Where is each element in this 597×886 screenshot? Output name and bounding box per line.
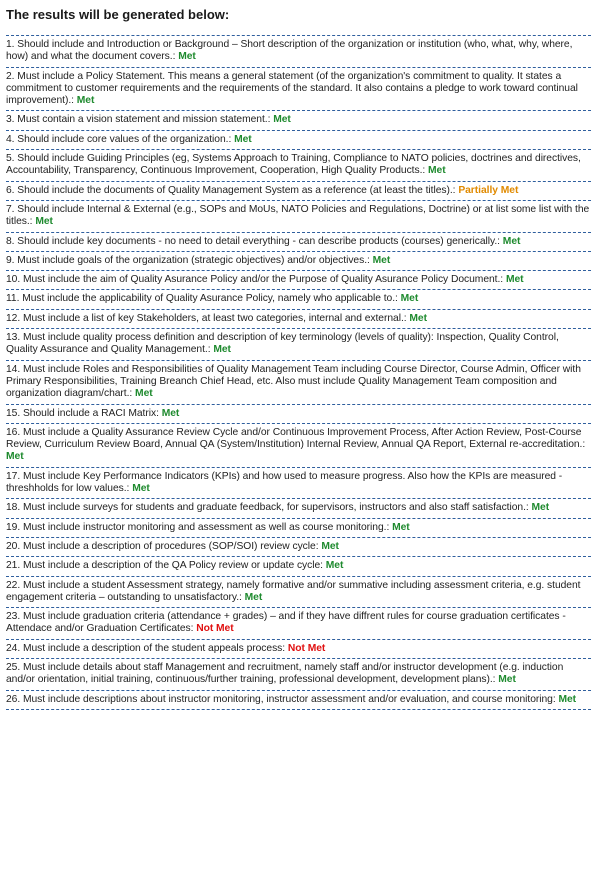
status-badge: Met (531, 502, 550, 514)
result-item (6, 499, 591, 518)
result-item (6, 271, 591, 290)
status-badge: Met (161, 407, 180, 419)
criterion-text: 22. Must include a student Assessment strategy, namely formative and/or summative including assessment criteria, e.g. student engagement criteria – outstanding to unsatisfactory.: (6, 579, 581, 603)
criterion-text: 24. Must include a description of the student appeals process: (6, 642, 288, 654)
result-item (6, 68, 591, 112)
criterion-text: 15. Should include a RACI Matrix: (6, 407, 162, 419)
status-badge: Partially Met (458, 184, 519, 196)
criterion-text: 19. Must include instructor monitoring and assessment as well as course monitoring.: (6, 521, 393, 533)
criterion-text: 14. Must include Roles and Responsibilities of Quality Management Team including Course Director, Course Admin, Officer with Primary Responsibilities, Training Breanch Chief Head, etc. Also must include Quality Management Team composition and organization diagram/chart.: (6, 363, 581, 400)
results-list (6, 35, 591, 710)
criterion-text: 11. Must include the applicability of Quality Asurance Policy, namely who applicable to.: (6, 293, 401, 305)
result-item (6, 252, 591, 271)
criterion-text: 8. Should include key documents - no need to detail everything - can describe products (courses) generically.: (6, 235, 503, 247)
criterion-text: 1. Should include and Introduction or Background – Short description of the organization or institution (who, what, why, where, how) and what the document covers.: (6, 39, 573, 63)
result-item (6, 424, 591, 468)
result-item (6, 111, 591, 130)
status-badge: Met (6, 451, 24, 463)
criterion-text: 17. Must include Key Performance Indicators (KPIs) and how used to measure progress. Also how the KPIs are measured - threshholds for low values.: (6, 470, 563, 495)
result-item (6, 538, 591, 557)
status-badge: Met (321, 540, 339, 552)
criterion-text: 2. Must include a Policy Statement. This means a general statement (of the organization's commitment to quality. It states a commitment to customer requirements and the requirements of the standard. It also contains a pledge to work toward continual improvement).: (6, 70, 578, 107)
result-item (6, 201, 591, 233)
result-item (6, 608, 591, 640)
result-item (6, 233, 591, 252)
status-badge: Not Met (196, 623, 234, 635)
criterion-text: 26. Must include descriptions about instructor monitoring, instructor assessment and/or evaluation, and course monitoring: (6, 693, 559, 705)
status-badge: Met (135, 388, 153, 400)
result-item (6, 290, 591, 309)
status-badge: Met (392, 521, 410, 533)
status-badge: Met (76, 95, 95, 107)
criterion-text: 7. Should include Internal & External (e.g., SOPs and MoUs, NATO Policies and Regulations, Doctrine) or at list some list with the titles.: (6, 203, 590, 228)
result-item (6, 35, 591, 68)
status-badge: Met (178, 51, 196, 63)
result-item (6, 131, 591, 150)
criterion-text: 20. Must include a description of procedures (SOP/SOI) review cycle: (6, 540, 322, 552)
result-item (6, 329, 591, 361)
result-item (6, 310, 591, 329)
status-badge: Met (325, 560, 344, 572)
criterion-text: 12. Must include a list of key Stakeholders, at least two categories, internal and external.: (6, 312, 410, 324)
criterion-text: 6. Should include the documents of Quality Management System as a reference (at least the titles).: (6, 184, 459, 196)
results-heading: The results will be generated below: (6, 7, 230, 22)
criterion-text: 25. Must include details about staff Management and recruitment, namely staff and/or instructor development (e.g. induction and/or orientation, initial training, continuous/further training, professional development, development plans).: (6, 661, 564, 686)
criterion-text: 4. Should include core values of the organization.: (6, 133, 235, 145)
status-badge: Met (213, 344, 231, 356)
status-badge: Not Met (287, 642, 326, 654)
result-item (6, 659, 591, 691)
result-item (6, 691, 591, 710)
criterion-text: 21. Must include a description of the QA Policy review or update cycle: (6, 560, 326, 572)
criterion-text: 13. Must include quality process definition and description of key terminology (levels of quality): Inspection, Quality Control, Quality Assurance and Quality Management.: (6, 332, 559, 356)
status-badge: Met (132, 483, 150, 495)
result-item (6, 519, 591, 538)
status-badge: Met (273, 114, 291, 126)
criterion-text: 23. Must include graduation criteria (attendance + grades) – and if they have diffrent rules for course graduation certificates - Attendace and/or Graduation Certificates: (6, 611, 566, 635)
status-badge: Met (502, 235, 521, 247)
result-item (6, 577, 591, 609)
criterion-text: 16. Must include a Quality Assurance Review Cycle and/or Continuous Improvement Process, After Action Review, Post-Course Review, Curriculum Review Board, Annual QA (System/Institution) Internal Review, Annual QA Report, External re-accreditation.: (6, 426, 586, 451)
result-item (6, 557, 591, 576)
status-badge: Met (498, 674, 516, 686)
status-badge: Met (400, 293, 419, 305)
status-badge: Met (505, 274, 524, 286)
status-badge: Met (372, 254, 391, 266)
status-badge: Met (234, 133, 252, 145)
result-item (6, 468, 591, 500)
criterion-text: 18. Must include surveys for students and graduate feedback, for supervisors, instructors and also staff satisfaction.: (6, 502, 532, 514)
criterion-text: 5. Should include Guiding Principles (eg, Systems Approach to Training, Compliance to NATO policies, doctrines and directives, Accountability, Transparency, Continuous Improvement, Cooperation, High Quality Products.: (6, 153, 581, 177)
status-badge: Met (558, 693, 577, 705)
result-item (6, 640, 591, 659)
result-item (6, 405, 591, 424)
status-badge: Met (428, 165, 446, 177)
status-badge: Met (409, 312, 427, 324)
result-item (6, 182, 591, 201)
result-item (6, 150, 591, 182)
criterion-text: 3. Must contain a vision statement and mission statement.: (6, 114, 274, 126)
result-item (6, 361, 591, 405)
criterion-text: 9. Must include goals of the organization (strategic objectives) and/or objectives.: (6, 254, 373, 266)
status-badge: Met (244, 591, 263, 603)
status-badge: Met (35, 216, 53, 228)
criterion-text: 10. Must include the aim of Quality Asurance Policy and/or the Purpose of Quality Asurance Policy Document.: (6, 274, 506, 286)
